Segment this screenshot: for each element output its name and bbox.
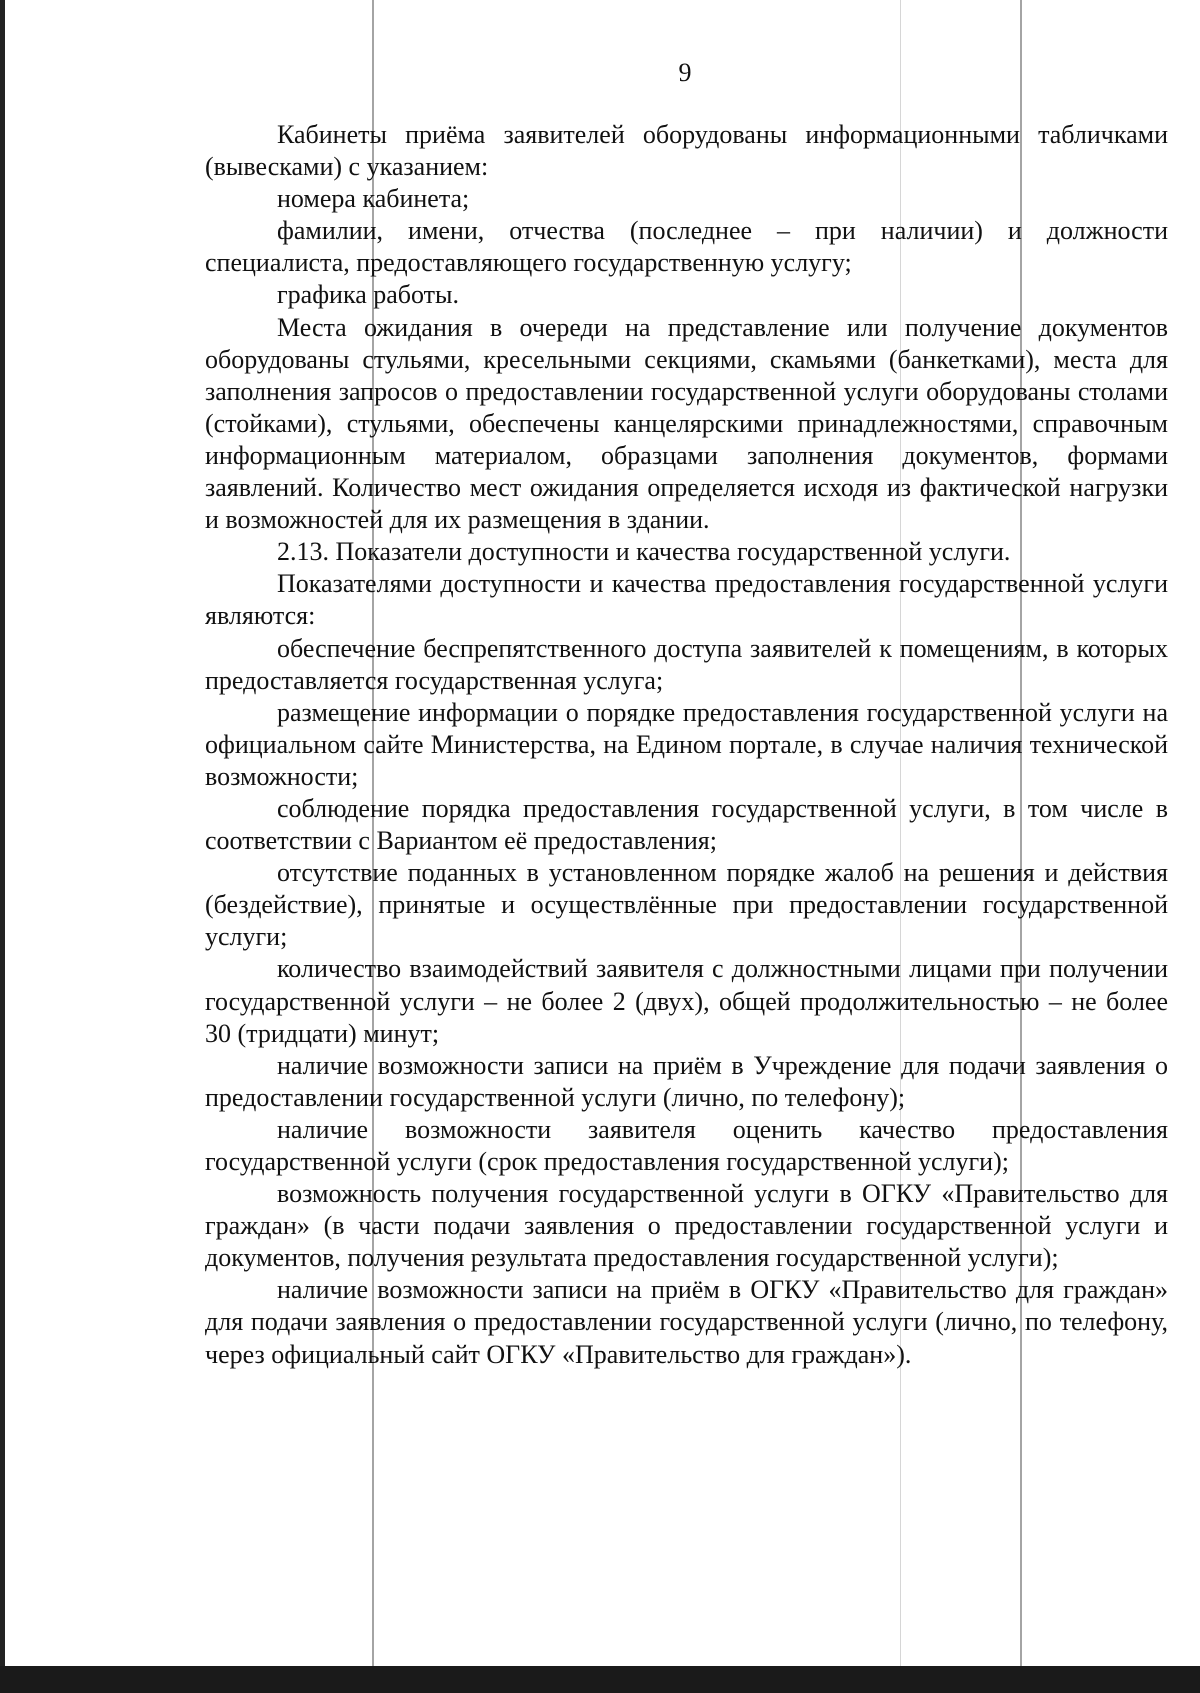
section-heading: 2.13. Показатели доступности и качества государственной услуги. bbox=[277, 537, 1011, 567]
page-number: 9 bbox=[678, 58, 692, 87]
paragraph: количество взаимодействий заявителя с должностными лицами при получении государственной услуги – не более 2 (двух), общей продолжительностью – не более 30 (тридцати) минут; bbox=[205, 954, 1168, 1048]
paragraph: обеспечение беспрепятственного доступа заявителей к помещениям, в которых предоставляется государственная услуга; bbox=[205, 633, 1168, 695]
paragraph: Кабинеты приёма заявителей оборудованы информационными табличками (вывесками) с указанием: bbox=[205, 120, 1168, 182]
paragraph: соблюдение порядка предоставления государственной услуги, в том числе в соответствии с Вариантом её предоставления; bbox=[205, 793, 1168, 856]
scan-left-edge bbox=[0, 0, 5, 1693]
paragraph: отсутствие поданных в установленном порядке жалоб на решения и действия (бездействие), принятые и осуществлённые при предоставлении государственной услуги; bbox=[205, 858, 1168, 952]
paragraph: Места ожидания в очереди на представление или получение документов оборудованы стульями, кресельными секциями, скамьями (банкетками), места для заполнения запросов о предоставлении государственной услуги оборудованы столами (стойками), стульями, обеспечены канцелярскими принадлежностями, справочным информационным материалом, образцами заполнения документов, формами заявлений. Количество мест ожидания определяется исходя из фактической нагрузки и возможностей для их размещения в здании. bbox=[205, 312, 1168, 535]
document-body bbox=[205, 119, 1168, 1371]
paragraph: размещение информации о порядке предоставления государственной услуги на официальном сайте Министерства, на Едином портале, в случае наличия технической возможности; bbox=[205, 697, 1168, 791]
paragraph: фамилии, имени, отчества (последнее – при наличии) и должности специалиста, предоставляющего государственную услугу; bbox=[205, 216, 1168, 278]
paragraph: наличие возможности записи на приём в Учреждение для подачи заявления о предоставлении государственной услуги (лично, по телефону); bbox=[205, 1050, 1168, 1112]
paragraph: наличие возможности заявителя оценить качество предоставления государственной услуги (срок предоставления государственной услуги); bbox=[205, 1114, 1168, 1176]
paragraph: графика работы. bbox=[277, 280, 459, 310]
paragraph: номера кабинета; bbox=[277, 184, 470, 214]
paragraph: Показателями доступности и качества предоставления государственной услуги являются: bbox=[205, 569, 1168, 631]
paragraph: возможность получения государственной услуги в ОГКУ «Правительство для граждан» (в части подачи заявления о предоставлении государственной услуги и документов, получения результата предоставления государственной услуги); bbox=[205, 1179, 1168, 1273]
scan-bottom-edge bbox=[0, 1666, 1200, 1693]
paragraph: наличие возможности записи на приём в ОГКУ «Правительство для граждан» для подачи заявления о предоставлении государственной услуги (лично, по телефону, через официальный сайт ОГКУ «Правительство для граждан»). bbox=[205, 1275, 1168, 1369]
